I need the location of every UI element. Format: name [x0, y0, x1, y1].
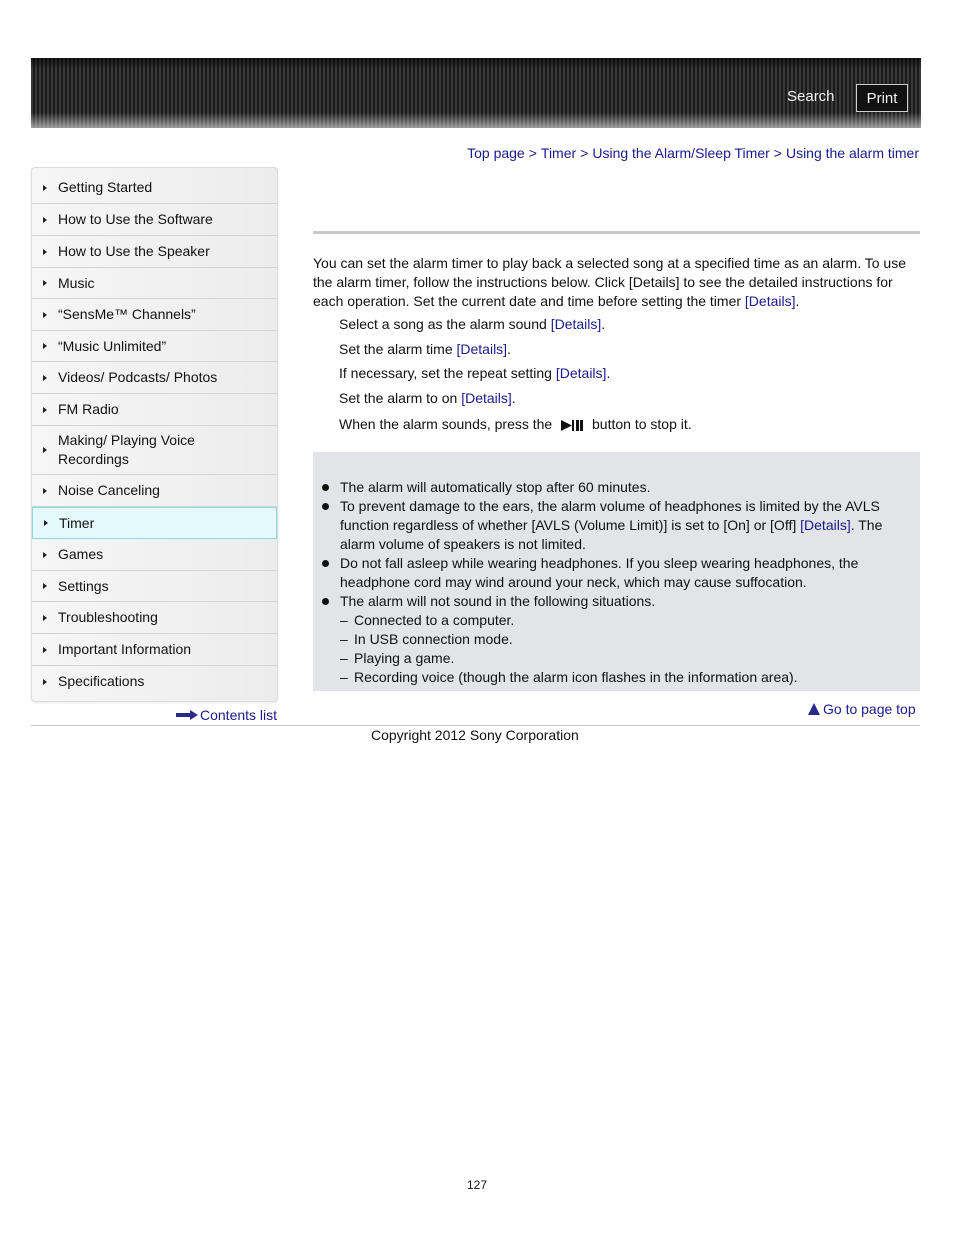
- details-link[interactable]: [Details]: [744, 293, 796, 309]
- search-link[interactable]: Search: [787, 88, 835, 105]
- sub-item: [340, 630, 900, 649]
- step-2: [339, 341, 511, 357]
- dash-icon: –: [340, 650, 348, 666]
- triangle-up-icon: [808, 703, 820, 715]
- note-text: Do not fall asleep while wearing headphones. If you sleep wearing headphones, the headphone cord may wind around your neck, which may cause suffocation.: [340, 555, 859, 590]
- intro-text: You can set the alarm timer to play back a selected song at a specified time as an alarm. To use the alarm timer, follow the instructions below. Click [Details] to see the detailed instructions for each operation. Set the current date and time before setting the timer: [313, 255, 906, 309]
- step-text: If necessary, set the repeat setting: [339, 365, 556, 381]
- sidebar-item-getting-started[interactable]: [32, 172, 277, 204]
- sidebar-item-voice-recordings[interactable]: [32, 426, 277, 475]
- chevron-right-icon: [43, 647, 47, 653]
- sidebar-item-games[interactable]: [32, 539, 277, 571]
- sidebar-item-fm-radio[interactable]: [32, 394, 277, 426]
- breadcrumb-using-alarm-timer[interactable]: Using the alarm timer: [785, 145, 919, 161]
- sidebar-item-speaker[interactable]: [32, 236, 277, 268]
- bullet-icon: [322, 560, 329, 567]
- sidebar-item-label: Videos/ Podcasts/ Photos: [58, 369, 218, 385]
- step-4: [339, 390, 516, 406]
- step-3: [339, 365, 610, 381]
- step-text: Set the alarm time: [339, 341, 457, 357]
- sub-item-text: Playing a game.: [354, 650, 455, 666]
- breadcrumb-alarm-sleep-timer[interactable]: Using the Alarm/Sleep Timer: [592, 145, 770, 161]
- note-item: [340, 592, 900, 611]
- sidebar-item-label: “SensMe™ Channels”: [58, 306, 196, 322]
- step-end: .: [511, 390, 516, 406]
- sub-item: [340, 668, 900, 687]
- note-list: [340, 478, 900, 687]
- bullet-icon: [322, 598, 329, 605]
- step-end: .: [601, 316, 606, 332]
- go-to-page-top-link[interactable]: [808, 701, 916, 717]
- step-end: .: [606, 365, 611, 381]
- sub-item-text: In USB connection mode.: [354, 631, 513, 647]
- sidebar-item-sensme[interactable]: [32, 299, 277, 331]
- chevron-right-icon: [43, 312, 47, 318]
- sidebar-item-label: Games: [58, 546, 104, 562]
- page-number: 127: [467, 1178, 488, 1192]
- sidebar-item-label: Timer: [59, 514, 95, 531]
- step-text: Select a song as the alarm sound: [339, 316, 551, 332]
- bullet-icon: [322, 503, 329, 510]
- sidebar-item-label: Settings: [58, 577, 109, 594]
- breadcrumb-separator: >: [580, 145, 589, 161]
- chevron-right-icon: [43, 679, 47, 685]
- dash-icon: –: [340, 669, 348, 685]
- copyright-text: Copyright 2012 Sony Corporation: [371, 727, 579, 743]
- details-link[interactable]: [Details]: [461, 390, 512, 406]
- chevron-right-icon: [43, 217, 47, 223]
- note-text: . The alarm volume of speakers is not limited.: [340, 517, 883, 552]
- step-1: [339, 316, 605, 332]
- note-text: The alarm will not sound in the following situations.: [340, 593, 656, 609]
- step-text: Set the alarm to on: [339, 390, 462, 406]
- sub-item: [340, 611, 900, 630]
- sidebar-item-label: Getting Started: [58, 179, 153, 195]
- sidebar-item-music[interactable]: [32, 268, 277, 299]
- step-text: When the alarm sounds, press the: [339, 416, 553, 432]
- arrow-right-icon: [176, 710, 198, 720]
- contents-list-link[interactable]: [176, 707, 277, 723]
- chevron-right-icon: [43, 185, 47, 191]
- chevron-right-icon: [43, 583, 47, 589]
- details-link[interactable]: [Details]: [456, 341, 508, 357]
- header-bar: [31, 58, 921, 128]
- breadcrumb-separator: >: [773, 145, 782, 161]
- footer-divider: [31, 725, 920, 726]
- details-link[interactable]: [Details]: [550, 316, 602, 332]
- dash-icon: –: [340, 612, 348, 628]
- sidebar-nav: [31, 167, 278, 702]
- chevron-right-icon: [43, 343, 47, 349]
- breadcrumb-timer[interactable]: Timer: [540, 145, 577, 161]
- sidebar-item-timer[interactable]: [32, 507, 277, 539]
- sidebar-item-software[interactable]: [32, 204, 277, 236]
- details-link[interactable]: [Details]: [800, 517, 851, 533]
- note-item: [340, 478, 900, 497]
- note-item: [340, 554, 900, 592]
- chevron-right-icon: [43, 488, 47, 494]
- sidebar-item-troubleshooting[interactable]: [32, 602, 277, 634]
- chevron-right-icon: [43, 375, 47, 381]
- chevron-right-icon: [43, 407, 47, 413]
- dash-icon: –: [340, 631, 348, 647]
- sub-item: [340, 649, 900, 668]
- sidebar-item-label: Making/ Playing Voice Recordings: [58, 432, 195, 467]
- sub-item-text: Connected to a computer.: [354, 612, 515, 628]
- sidebar-item-settings[interactable]: [32, 571, 277, 602]
- sidebar-item-videos[interactable]: [32, 362, 277, 394]
- note-text: To prevent damage to the ears, the alarm volume of headphones is limited by the AVLS function regardless of whether [AVLS (Volume Limit)] is set to [On] or [Off]: [340, 498, 880, 533]
- contents-list-label: Contents list: [200, 707, 278, 723]
- chevron-right-icon: [43, 615, 47, 621]
- chevron-right-icon: [43, 280, 47, 286]
- intro-end: .: [795, 293, 800, 309]
- sidebar-item-label: “Music Unlimited”: [58, 337, 167, 354]
- go-to-page-top-label: Go to page top: [823, 701, 916, 717]
- details-link[interactable]: [Details]: [555, 365, 607, 381]
- sub-item-text: Recording voice (though the alarm icon flashes in the information area).: [354, 669, 798, 685]
- sidebar-item-specifications[interactable]: [32, 666, 277, 697]
- breadcrumb-separator: >: [528, 145, 537, 161]
- note-text: The alarm will automatically stop after 60 minutes.: [340, 479, 651, 495]
- sidebar-item-music-unlimited[interactable]: [32, 331, 277, 362]
- step-end: .: [507, 341, 511, 357]
- bullet-icon: [322, 484, 329, 491]
- sidebar-item-label: Important Information: [58, 641, 192, 657]
- chevron-right-icon: [43, 249, 47, 255]
- intro-paragraph: [313, 254, 920, 311]
- sidebar-item-label: Specifications: [58, 673, 145, 689]
- sidebar-item-label: Noise Canceling: [58, 482, 160, 498]
- sidebar-item-label: FM Radio: [58, 401, 119, 417]
- chevron-right-icon: [44, 520, 48, 526]
- step-text: button to stop it.: [592, 416, 692, 432]
- chevron-right-icon: [43, 447, 47, 453]
- sidebar-item-label: How to Use the Software: [58, 211, 213, 227]
- chevron-right-icon: [43, 552, 47, 558]
- breadcrumb: [467, 145, 919, 161]
- sidebar-item-important-info[interactable]: [32, 634, 277, 666]
- sidebar-item-label: Music: [58, 274, 95, 291]
- title-divider: [313, 231, 920, 234]
- sidebar-item-label: How to Use the Speaker: [58, 243, 210, 259]
- sidebar-item-noise-canceling[interactable]: [32, 475, 277, 507]
- step-5: [339, 416, 692, 432]
- sidebar-item-label: Troubleshooting: [58, 609, 158, 625]
- print-button[interactable]: Print: [856, 84, 908, 112]
- play-pause-icon: [560, 419, 584, 432]
- breadcrumb-top-page[interactable]: Top page: [467, 145, 525, 161]
- note-box: [313, 452, 920, 691]
- note-item: [340, 497, 900, 554]
